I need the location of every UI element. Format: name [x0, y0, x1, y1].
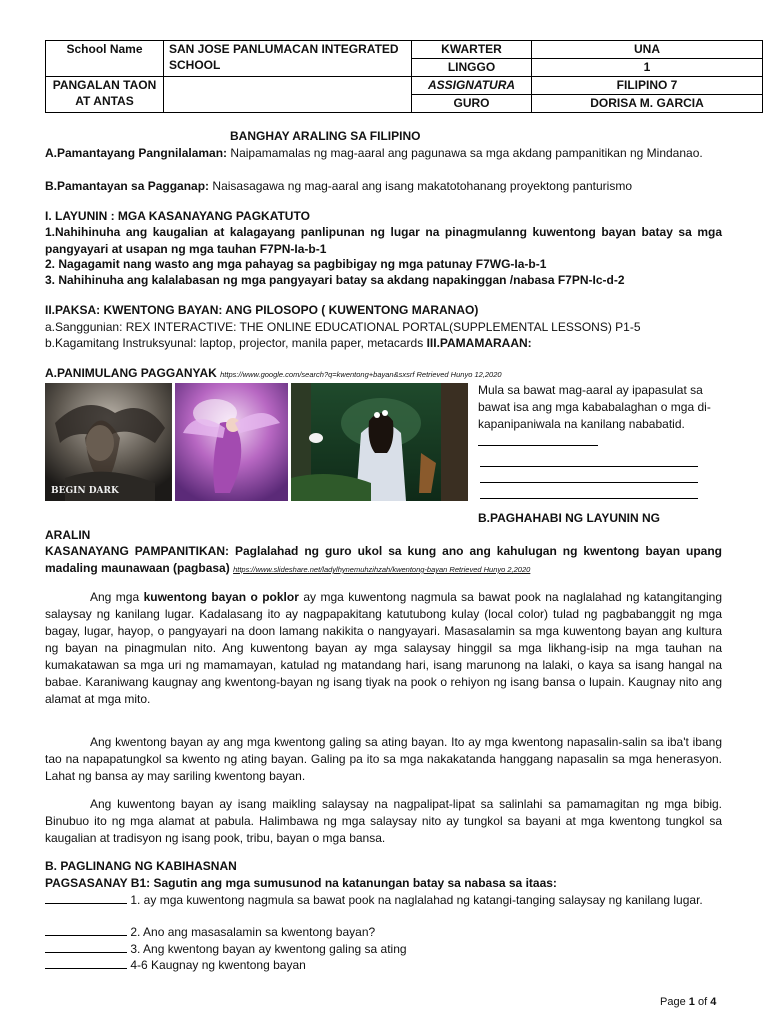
kwarter-label: KWARTER	[412, 41, 532, 59]
panimulang-link: https://www.google.com/search?q=kwentong+bayan&sxsrf Retrieved Hunyo 12,2020	[220, 370, 502, 379]
guro-value: DORISA M. GARCIA	[532, 95, 763, 113]
paragraph-1-start: Ang mga	[90, 590, 144, 604]
page-word: Page	[660, 996, 686, 1008]
kagamitan	[45, 335, 722, 352]
assignatura-value: FILIPINO 7	[532, 77, 763, 95]
answer-line-1[interactable]	[480, 451, 698, 467]
paghahabi-heading-1: B.PAGHAHABI NG LAYUNIN NG	[478, 511, 661, 525]
standard-b-text: Naisasagawa ng mag-aaral ang isang makatotohanang proyektong panturismo	[212, 179, 633, 193]
standard-b-label: B.Pamantayan sa Pagganap:	[45, 179, 210, 193]
forest-maiden-image	[291, 383, 468, 501]
guro-label: GURO	[412, 95, 532, 113]
paragraph-1	[45, 589, 722, 708]
page-number	[660, 996, 716, 1008]
paragraph-3: Ang kuwentong bayan ay isang maikling salaysay na nagpalipat-lipat sa salinlahi sa pamamagitan ng mga bibig. Binubuo ito ng mga alamat at pabula. Halimbawa ng mga salaysay nito ay tungkol sa bayani at mga kwentong tungkol sa kaugalian at tradisyon ng isang pook, tribu, bayan o mga bansa.	[45, 797, 722, 845]
question-3-text: 3. Ang kwentong bayan ay kwentong galing sa ating	[130, 942, 407, 956]
header-table	[45, 40, 763, 113]
document-title: BANGHAY ARALING SA FILIPINO	[230, 129, 421, 143]
page-total: 4	[710, 996, 717, 1008]
pagsasanay-heading: PAGSASANAY B1: Sagutin ang mga sumusunod na katanungan batay sa nabasa sa itaas:	[45, 876, 557, 890]
school-name-label: School Name	[46, 41, 164, 77]
answer-line-inline[interactable]	[478, 433, 598, 446]
question-1-text: 1. ay mga kuwentong nagmula sa bawat pook na naglalahad ng katangi-tanging salaysay ng kanilang lugar.	[130, 893, 703, 907]
question-2-blank[interactable]	[45, 923, 127, 936]
panimulang-instruction-box	[478, 382, 723, 499]
pangalan-value	[164, 77, 412, 113]
kasanayan-paragraph	[45, 543, 722, 578]
sanggunian: a.Sanggunian: REX INTERACTIVE: THE ONLINE EDUCATIONAL PORTAL(SUPPLEMENTAL LESSONS) P1-5	[45, 320, 641, 334]
question-1	[45, 891, 722, 909]
standard-a	[45, 145, 722, 162]
answer-line-2[interactable]	[480, 467, 698, 483]
linggo-value: 1	[532, 59, 763, 77]
layunin-item-1: 1.Nahihinuha ang kaugalian at kalagayang panlipunan ng lugar na pinagmulanng kuwentong bayan batay sa mga pangyayari at usapan ng mga tauhan F7PN-Ia-b-1	[45, 225, 722, 256]
layunin-item-2: 2. Nagagamit nang wasto ang mga pahayag sa pagbibigay ng mga patunay F7WG-Ia-b-1	[45, 257, 547, 271]
paghahabi-link[interactable]: https://www.slideshare.net/ladylhynemuhzihzah/kwentong-bayan Retrieved Hunyo 2,2020	[233, 565, 531, 574]
pamamaraan-heading: III.PAMAMARAAN:	[426, 336, 532, 350]
layunin-heading: I. LAYUNIN : MGA KASANAYANG PAGKATUTO	[45, 209, 310, 223]
layunin-item-3: 3. Nahihinuha ang kalalabasan ng mga pangyayari batay sa akdang napakinggan /nabasa F7PN-Ic-d-2	[45, 273, 625, 287]
kwarter-value: UNA	[532, 41, 763, 59]
paragraph-2: Ang kwentong bayan ay ang mga kwentong galing sa ating bayan. Ito ay mga kwentong napasalin-salin sa iba't ibang tao na napapatungkol sa kwento ng ating bayan. Galing pa ito sa mga nakakatanda hanggang napasalin sa mga henerasyon. Lahat ng bansa ay may sariling kwentong bayan.	[45, 735, 722, 783]
question-2-text: 2. Ano ang masasalamin sa kwentong bayan?	[130, 925, 376, 939]
kasanayan-text: Paglalahad ng guro ukol sa kung ano ang kahulugan ng kwentong bayan upang madaling maunawaan (pagbasa)	[45, 544, 723, 575]
question-3-blank[interactable]	[45, 940, 127, 953]
standard-a-text: Naipamamalas ng mag-aaral ang pagunawa sa mga akdang pampanitikan ng Mindanao.	[230, 146, 703, 160]
school-name-value: SAN JOSE PANLUMACAN INTEGRATED SCHOOL	[164, 41, 412, 77]
panimulang-heading: A.PANIMULANG PAGGANYAK	[45, 366, 217, 380]
question-4	[45, 956, 722, 974]
question-1-blank[interactable]	[45, 891, 127, 904]
linggo-label: LINGGO	[412, 59, 532, 77]
paragraph-1-bold: kuwentong bayan o poklor	[143, 590, 299, 604]
question-4-blank[interactable]	[45, 956, 127, 969]
page-current: 1	[688, 996, 695, 1008]
paghahabi-heading-2: ARALIN	[45, 528, 91, 542]
question-2	[45, 923, 722, 941]
paglinang-heading: B. PAGLINANG NG KABIHASNAN	[45, 859, 237, 873]
standard-b	[45, 178, 722, 195]
paksa-heading: II.PAKSA: KWENTONG BAYAN: ANG PILOSOPO ( KUWENTONG MARANAO)	[45, 303, 479, 317]
paragraph-1-rest: ay mga kuwentong nagmula sa bawat pook na naglalahad ng katangitanging salaysay ng kanilang lugar. Kadalasang ito ay nagpapakitang katutubong kulay (local color) tulad ng pagbabanggit ng mga bagay, lugar, hayop, o pangyayari na doon lamang nakikita o nangyayari. Masasalamin sa mga kuwentong bayan ang kultura ng bayan na pinagmulan nito. Ang kuwentong bayan ay mga salaysay hinggil sa mga likhang-isip na mga tauhan na kumakatawan sa mga uri ng mamamayan, katulad ng matandang hari, isang marunong na lalaki, o kaya sa isang hangal na babae. Karaniwang kaugnay ang kwentong-bayan ng isang tiyak na pook o rehiyon ng isang bansa o lupain. Kaugnay nito ang alamat at mga mito.	[45, 590, 722, 706]
assignatura-label: ASSIGNATURA	[412, 77, 532, 95]
pangalan-label: PANGALAN TAON AT ANTAS	[46, 77, 164, 113]
dark-fantasy-image	[45, 383, 172, 501]
kasanayan-label: KASANAYANG PAMPANITIKAN:	[45, 544, 229, 558]
begin-dark-text: BEGIN DARK	[51, 486, 119, 496]
answer-line-3[interactable]	[480, 483, 698, 499]
kagamitan-text: b.Kagamitang Instruksyunal: laptop, projector, manila paper, metacards	[45, 336, 424, 350]
question-4-text: 4-6 Kaugnay ng kwentong bayan	[130, 958, 306, 972]
panimulang-instruction: Mula sa bawat mag-aaral ay ipapasulat sa bawat isa ang mga kababalaghan o mga di-kapanipaniwala na kanilang nababatid.	[478, 383, 711, 431]
purple-fairy-image	[175, 383, 288, 501]
panimulang-heading-row	[45, 365, 722, 383]
of-word: of	[697, 996, 708, 1008]
standard-a-label: A.Pamantayang Pangnilalaman:	[45, 146, 228, 160]
